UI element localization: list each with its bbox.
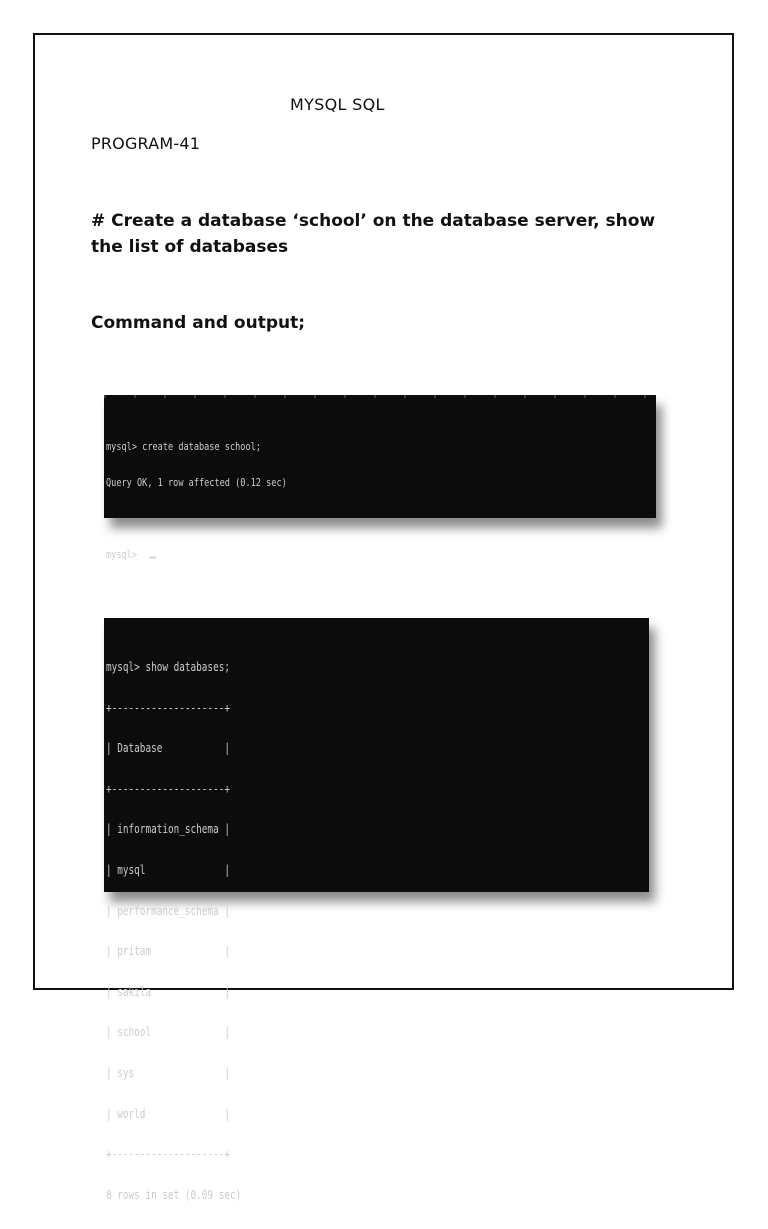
table-row: | pritam |: [106, 944, 230, 959]
terminal-screenshot-show-databases: [104, 618, 649, 1202]
program-number: PROGRAM-41: [91, 134, 201, 153]
table-header-row: | Database |: [106, 741, 230, 756]
table-row: | sakila |: [106, 984, 230, 999]
terminal-line: mysql> create database school;: [106, 440, 261, 453]
document-title: MYSQL SQL: [290, 95, 385, 114]
cursor-icon: [150, 556, 156, 559]
terminal-prompt-line: [106, 549, 287, 561]
table-border-line: +--------------------+: [106, 1147, 230, 1162]
terminal-prompt: mysql>: [106, 548, 143, 561]
terminal-line: Query OK, 1 row affected (0.12 sec): [106, 476, 287, 489]
terminal-scroll-remnant: [104, 395, 656, 398]
result-summary-line: 8 rows in set (0.09 sec): [106, 1187, 242, 1202]
terminal-line: mysql> show databases;: [106, 660, 230, 674]
table-row: | sys |: [106, 1065, 230, 1080]
terminal-output: [106, 634, 241, 1229]
command-output-heading: Command and output;: [91, 313, 306, 333]
table-row: | school |: [106, 1025, 230, 1040]
terminal-screenshot-create-database: [104, 395, 656, 561]
terminal-blank-line: [106, 513, 287, 525]
table-border-line: +--------------------+: [106, 700, 230, 715]
table-row: | information_schema |: [106, 822, 230, 837]
terminal-output: [106, 417, 287, 585]
table-border-line: +--------------------+: [106, 781, 230, 796]
table-row: | world |: [106, 1106, 230, 1121]
table-row: | performance_schema |: [106, 903, 230, 918]
table-row: | mysql |: [106, 862, 230, 877]
task-description: # Create a database ‘school’ on the database server, show the list of databases: [91, 211, 656, 257]
